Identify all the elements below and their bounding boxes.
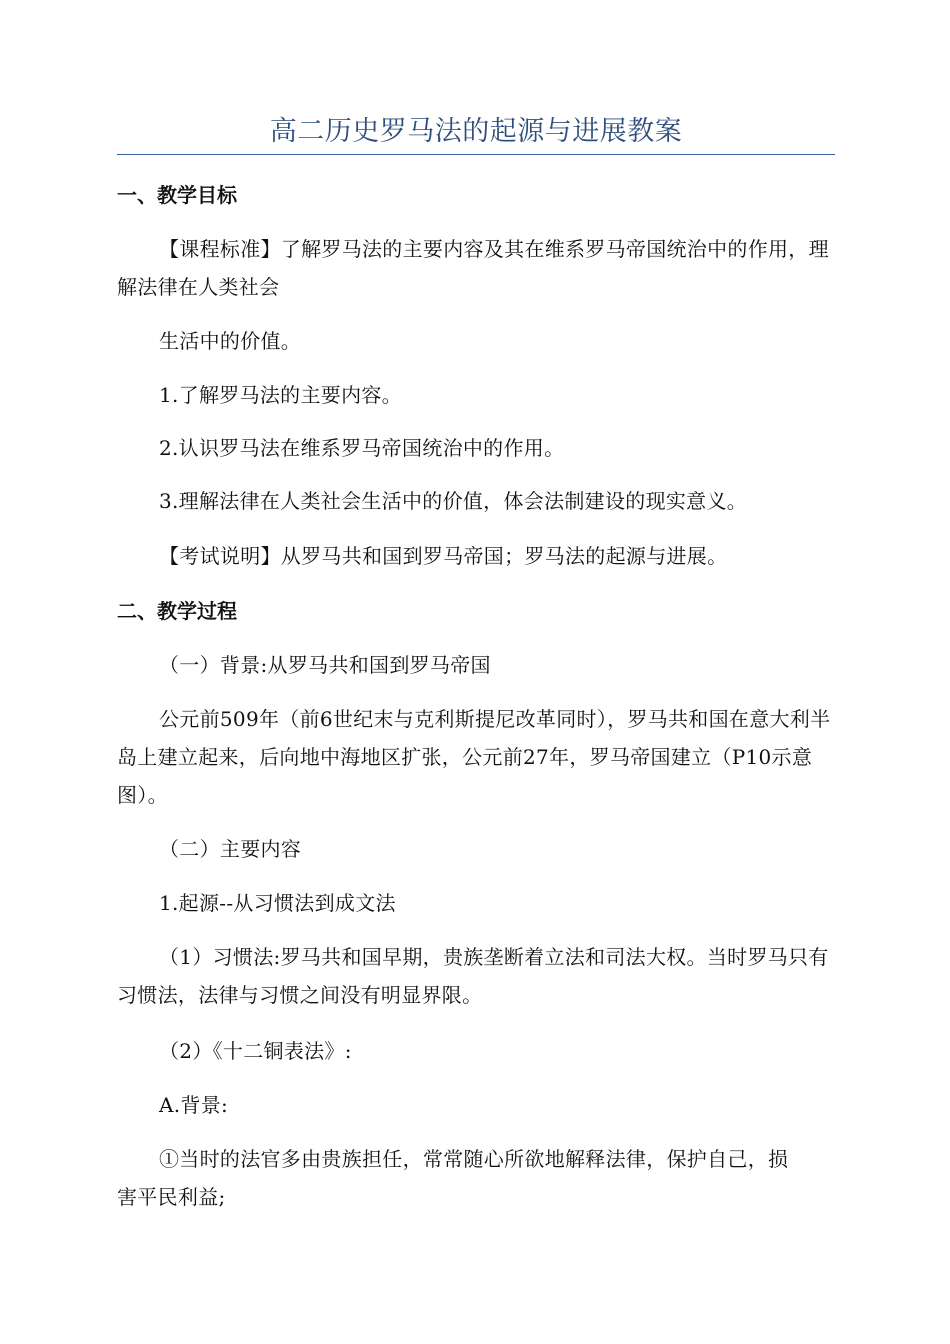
paragraph-customary-law: （1）习惯法:罗马共和国早期，贵族垄断着立法和司法大权。当时罗马只有习惯法，法律与习惯之间没有明显界限。: [117, 945, 829, 1007]
paragraph-judges-aristocrats: ①当时的法官多由贵族担任，常常随心所欲地解释法律，保护自己，损害平民利益;: [117, 1147, 789, 1209]
paragraph-exam-description: 【考试说明】从罗马共和国到罗马帝国；罗马法的起源与进展。: [159, 544, 728, 568]
objective-item-3: 3.理解法律在人类社会生活中的价值，体会法制建设的现实意义。: [159, 489, 748, 513]
objective-item-1: 1.了解罗马法的主要内容。: [159, 383, 402, 407]
paragraph-background-text: 公元前509年（前6世纪末与克利斯提尼改革同时），罗马共和国在意大利半岛上建立起来，后向地中海地区扩张，公元前27年，罗马帝国建立（P10示意图）。: [117, 707, 831, 807]
section-heading-objectives: 一、教学目标: [117, 183, 237, 207]
paragraph-curriculum-standard: 【课程标准】了解罗马法的主要内容及其在维系罗马帝国统治中的作用，理解法律在人类社会: [117, 237, 829, 299]
document-title: 高二历史罗马法的起源与进展教案: [269, 116, 683, 147]
item-origin: 1.起源--从习惯法到成文法: [159, 891, 396, 915]
subheading-main-content: （二）主要内容: [159, 837, 302, 861]
section-heading-process: 二、教学过程: [117, 599, 237, 623]
item-twelve-tables: （2）《十二铜表法》:: [159, 1039, 352, 1063]
title-underline: [117, 154, 835, 155]
paragraph-curriculum-standard-cont: 生活中的价值。: [159, 329, 302, 353]
objective-item-2: 2.认识罗马法在维系罗马帝国统治中的作用。: [159, 436, 565, 460]
item-background-a: A.背景:: [159, 1093, 229, 1117]
subheading-background: （一）背景:从罗马共和国到罗马帝国: [159, 653, 491, 677]
